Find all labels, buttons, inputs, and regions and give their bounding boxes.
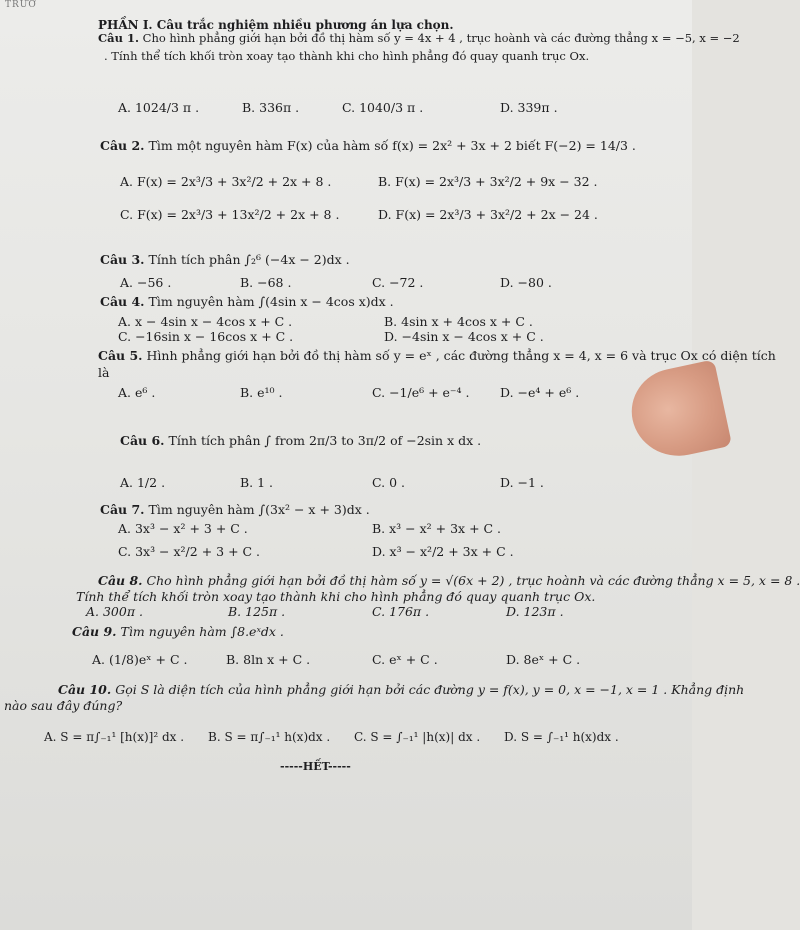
q2-option-b[interactable]: B. F(x) = 2x³/3 + 3x²/2 + 9x − 32 . — [378, 174, 598, 189]
q1-option-a[interactable]: A. 1024/3 π . — [118, 100, 200, 115]
q6-option-c[interactable]: C. 0 . — [372, 475, 405, 490]
q7-option-b[interactable]: B. x³ − x² + 3x + C . — [372, 521, 502, 536]
q5-option-b[interactable]: B. e¹⁰ . — [240, 385, 283, 400]
q4-option-d[interactable]: D. −4sin x − 4cos x + C . — [384, 329, 544, 344]
q6-option-b[interactable]: B. 1 . — [240, 475, 274, 490]
q9-stem: Câu 9. Tìm nguyên hàm ∫8.eˣdx . — [72, 624, 284, 639]
q10-option-a[interactable]: A. S = π∫₋₁¹ [h(x)]² dx . — [44, 730, 185, 744]
q3-option-a[interactable]: A. −56 . — [120, 275, 172, 290]
q10-option-d[interactable]: D. S = ∫₋₁¹ h(x)dx . — [504, 730, 619, 744]
q2-option-a[interactable]: A. F(x) = 2x³/3 + 3x²/2 + 2x + 8 . — [120, 174, 332, 189]
q10-option-b[interactable]: B. S = π∫₋₁¹ h(x)dx . — [208, 730, 331, 744]
end-marker: -----HẾT----- — [280, 760, 351, 773]
q4-option-a[interactable]: A. x − 4sin x − 4cos x + C . — [118, 314, 293, 329]
q7-option-a[interactable]: A. 3x³ − x² + 3 + C . — [118, 521, 248, 536]
q9-option-a[interactable]: A. (1/8)eˣ + C . — [92, 652, 188, 667]
q6-option-d[interactable]: D. −1 . — [500, 475, 544, 490]
q2-option-d[interactable]: D. F(x) = 2x³/3 + 3x²/2 + 2x − 24 . — [378, 207, 598, 222]
q10-stem: Câu 10. Gọi S là diện tích của hình phẳng giới hạn bởi các đường y = f(x), y = 0, x = −1, x = 1 . Khẳng định — [58, 682, 745, 697]
q6-option-a[interactable]: A. 1/2 . — [120, 475, 166, 490]
finger-thumb — [624, 359, 732, 464]
q3-option-d[interactable]: D. −80 . — [500, 275, 552, 290]
q6-stem: Câu 6. Tính tích phân ∫ from 2π/3 to 3π/2 of −2sin x dx . — [120, 433, 482, 448]
q5-stem: Câu 5. Hình phẳng giới hạn bởi đồ thị hàm số y = eˣ , các đường thẳng x = 4, x = 6 và trục Ox có diện tích — [98, 348, 776, 363]
q7-option-c[interactable]: C. 3x³ − x²/2 + 3 + C . — [118, 544, 261, 559]
q3-option-b[interactable]: B. −68 . — [240, 275, 292, 290]
q3-stem: Câu 3. Tính tích phân ∫₂⁶ (−4x − 2)dx . — [100, 252, 350, 267]
q8-option-a[interactable]: A. 300π . — [86, 604, 143, 619]
q5-option-d[interactable]: D. −e⁴ + e⁶ . — [500, 385, 580, 400]
q8-option-d[interactable]: D. 123π . — [506, 604, 564, 619]
q8-option-c[interactable]: C. 176π . — [372, 604, 430, 619]
q5-option-a[interactable]: A. e⁶ . — [118, 385, 156, 400]
q10-stem-2: nào sau đây đúng? — [4, 698, 123, 713]
q4-option-b[interactable]: B. 4sin x + 4cos x + C . — [384, 314, 533, 329]
section-title: PHẦN I. Câu trắc nghiệm nhiều phương án lựa chọn. — [98, 18, 454, 32]
header-ghost-text: TRƯỜ — [5, 0, 37, 10]
q4-option-c[interactable]: C. −16sin x − 16cos x + C . — [118, 329, 294, 344]
q5-stem-2: là — [98, 365, 110, 380]
q1-option-b[interactable]: B. 336π . — [242, 100, 300, 115]
q1-stem: Câu 1. Cho hình phẳng giới hạn bởi đồ thị hàm số y = 4x + 4 , trục hoành và các đường thẳng x = −5, x = −2 — [98, 31, 740, 45]
q8-option-b[interactable]: B. 125π . — [228, 604, 286, 619]
q8-stem: Câu 8. Cho hình phẳng giới hạn bởi đồ thị hàm số y = √(6x + 2) , trục hoành và các đường thẳng x = 5, x = 8 . — [98, 573, 800, 588]
q3-option-c[interactable]: C. −72 . — [372, 275, 424, 290]
q2-stem: Câu 2. Tìm một nguyên hàm F(x) của hàm số f(x) = 2x² + 3x + 2 biết F(−2) = 14/3 . — [100, 138, 636, 153]
q9-option-b[interactable]: B. 8ln x + C . — [226, 652, 311, 667]
q10-option-c[interactable]: C. S = ∫₋₁¹ |h(x)| dx . — [354, 730, 481, 744]
q4-stem: Câu 4. Tìm nguyên hàm ∫(4sin x − 4cos x)dx . — [100, 294, 394, 309]
q1-stem-2: . Tính thể tích khối tròn xoay tạo thành khi cho hình phẳng đó quay quanh trục Ox. — [104, 49, 590, 63]
q5-option-c[interactable]: C. −1/e⁶ + e⁻⁴ . — [372, 385, 470, 400]
q1-option-c[interactable]: C. 1040/3 π . — [342, 100, 424, 115]
q8-stem-2: Tính thể tích khối tròn xoay tạo thành khi cho hình phẳng đó quay quanh trục Ox. — [76, 589, 596, 604]
q9-option-c[interactable]: C. eˣ + C . — [372, 652, 438, 667]
q9-option-d[interactable]: D. 8eˣ + C . — [506, 652, 581, 667]
q7-option-d[interactable]: D. x³ − x²/2 + 3x + C . — [372, 544, 514, 559]
q7-stem: Câu 7. Tìm nguyên hàm ∫(3x² − x + 3)dx . — [100, 502, 370, 517]
q2-option-c[interactable]: C. F(x) = 2x³/3 + 13x²/2 + 2x + 8 . — [120, 207, 340, 222]
q1-option-d[interactable]: D. 339π . — [500, 100, 558, 115]
